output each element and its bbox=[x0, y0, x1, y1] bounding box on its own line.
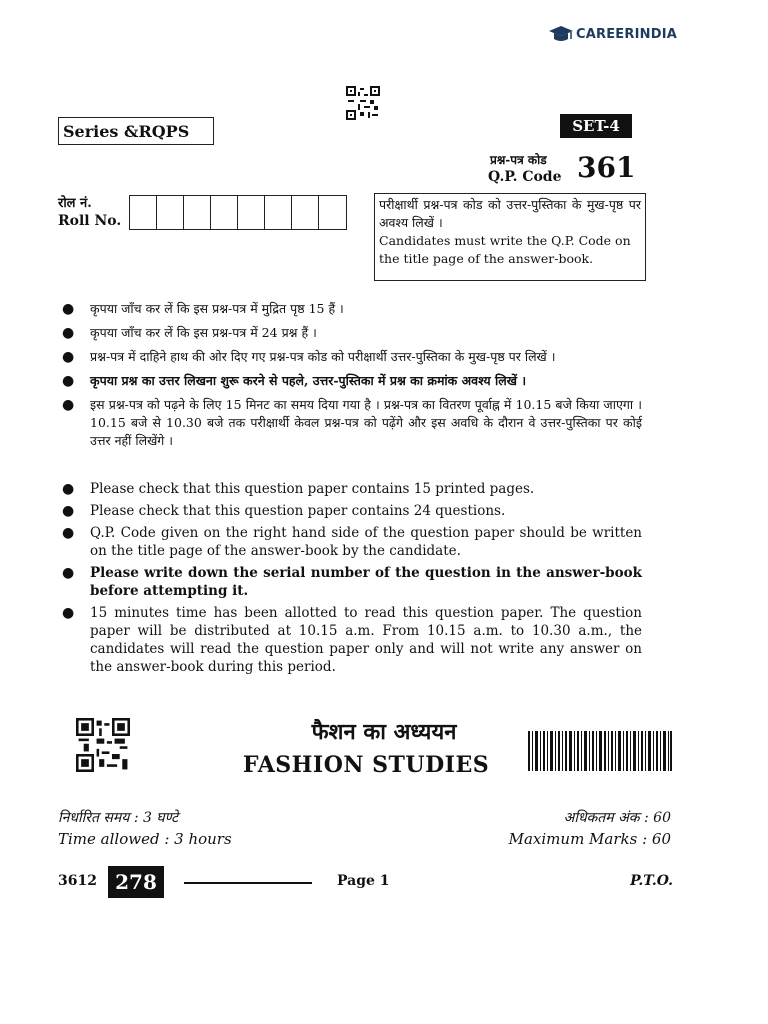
qp-code-notice-box bbox=[374, 193, 646, 281]
qr-code-top bbox=[346, 86, 380, 120]
notice-english: Candidates must write the Q.P. Code on the title page of the answer-book. bbox=[379, 233, 631, 266]
careerindia-logo bbox=[548, 24, 677, 44]
set-badge bbox=[560, 114, 632, 138]
page-number: Page 1 bbox=[337, 873, 390, 889]
series-label: Series &RQPS bbox=[63, 121, 190, 141]
logo-text: CAREERINDIA bbox=[576, 26, 677, 42]
set-label: SET-4 bbox=[572, 117, 620, 135]
list-item: ● Q.P. Code given on the right hand side of the question paper should be written on the title page of the answer-book by the candidate. bbox=[62, 525, 642, 559]
qp-code-label: Q.P. Code bbox=[488, 169, 562, 185]
maximum-marks-hindi: अधिकतम अंक : 60 bbox=[563, 810, 671, 826]
paper-code: 3612 bbox=[58, 873, 97, 889]
qp-code-label-hindi: प्रश्न-पत्र कोड bbox=[490, 153, 547, 167]
time-allowed: Time allowed : 3 hours bbox=[58, 830, 232, 848]
bullet-icon: ● bbox=[62, 325, 75, 341]
roll-digit-box[interactable] bbox=[265, 196, 292, 229]
pto-label: P.T.O. bbox=[630, 873, 673, 889]
roll-label: Roll No. bbox=[58, 213, 122, 229]
graduation-cap-icon bbox=[548, 24, 574, 44]
bullet-icon: ● bbox=[62, 349, 75, 365]
roll-digit-box[interactable] bbox=[238, 196, 265, 229]
list-item: ● 15 minutes time has been allotted to read this question paper. The question paper will be distributed at 10.15 a.m. From 10.15 a.m. to 10.30 a.m., the candidates will read the question paper only and will not write any answer on the answer-book during this period. bbox=[62, 605, 642, 675]
bullet-icon: ● bbox=[62, 373, 75, 389]
roll-digit-box[interactable] bbox=[319, 196, 346, 229]
roll-number-boxes[interactable] bbox=[129, 195, 347, 230]
roll-digit-box[interactable] bbox=[157, 196, 184, 229]
roll-digit-box[interactable] bbox=[211, 196, 238, 229]
instructions-english bbox=[62, 480, 642, 680]
list-item: ● प्रश्न-पत्र में दाहिने हाथ की ओर दिए गए प्रश्न-पत्र कोड को परीक्षार्थी उत्तर-पुस्तिका के मुख-पृष्ठ पर लिखें । bbox=[62, 349, 556, 365]
bullet-icon: ● bbox=[62, 605, 75, 621]
time-allowed-hindi: निर्धारित समय : 3 घण्टे bbox=[58, 810, 179, 826]
bullet-icon: ● bbox=[62, 565, 75, 581]
barcode bbox=[528, 731, 672, 771]
list-item: ● Please check that this question paper contains 24 questions. bbox=[62, 503, 506, 519]
page-badge bbox=[108, 866, 164, 898]
maximum-marks: Maximum Marks : 60 bbox=[508, 830, 671, 848]
qp-code-value: 361 bbox=[577, 151, 636, 184]
roll-digit-box[interactable] bbox=[292, 196, 319, 229]
series-box bbox=[58, 117, 214, 145]
bullet-icon: ● bbox=[62, 397, 75, 413]
page-badge-label: 278 bbox=[115, 870, 157, 894]
list-item: ● इस प्रश्न-पत्र को पढ़ने के लिए 15 मिनट का समय दिया गया है । प्रश्न-पत्र का वितरण पूर्वाह्न में 10.15 बजे किया जाएगा । 10.15 बजे से 10.30 बजे तक परीक्षार्थी केवल प्रश्न-पत्र को पढ़ेंगे और इस अवधि के दौरान वे उत्तर-पुस्तिका पर कोई उत्तर नहीं लिखेंगे । bbox=[62, 397, 642, 448]
notice-hindi: परीक्षार्थी प्रश्न-पत्र कोड को उत्तर-पुस्तिका के मुख-पृष्ठ पर अवश्य लिखें । bbox=[379, 197, 641, 230]
list-item: ● कृपया जाँच कर लें कि इस प्रश्न-पत्र में मुद्रित पृष्ठ 15 हैं । bbox=[62, 301, 344, 317]
roll-digit-box[interactable] bbox=[184, 196, 211, 229]
roll-digit-box[interactable] bbox=[130, 196, 157, 229]
list-item: ● कृपया प्रश्न का उत्तर लिखना शुरू करने से पहले, उत्तर-पुस्तिका में प्रश्न का क्रमांक अवश्य लिखें । bbox=[62, 373, 527, 389]
subject-title: FASHION STUDIES bbox=[242, 752, 490, 778]
list-item: ● Please check that this question paper contains 15 printed pages. bbox=[62, 481, 535, 497]
instructions-hindi bbox=[62, 300, 642, 456]
bullet-icon: ● bbox=[62, 301, 75, 317]
list-item: ● Please write down the serial number of the question in the answer-book before attempting it. bbox=[62, 565, 642, 599]
footer-divider bbox=[184, 882, 312, 884]
bullet-icon: ● bbox=[62, 481, 75, 497]
subject-title-hindi: फैशन का अध्ययन bbox=[311, 719, 457, 745]
list-item: ● कृपया जाँच कर लें कि इस प्रश्न-पत्र में 24 प्रश्न हैं । bbox=[62, 325, 317, 341]
bullet-icon: ● bbox=[62, 525, 75, 541]
roll-label-hindi: रोल नं. bbox=[58, 196, 92, 211]
bullet-icon: ● bbox=[62, 503, 75, 519]
